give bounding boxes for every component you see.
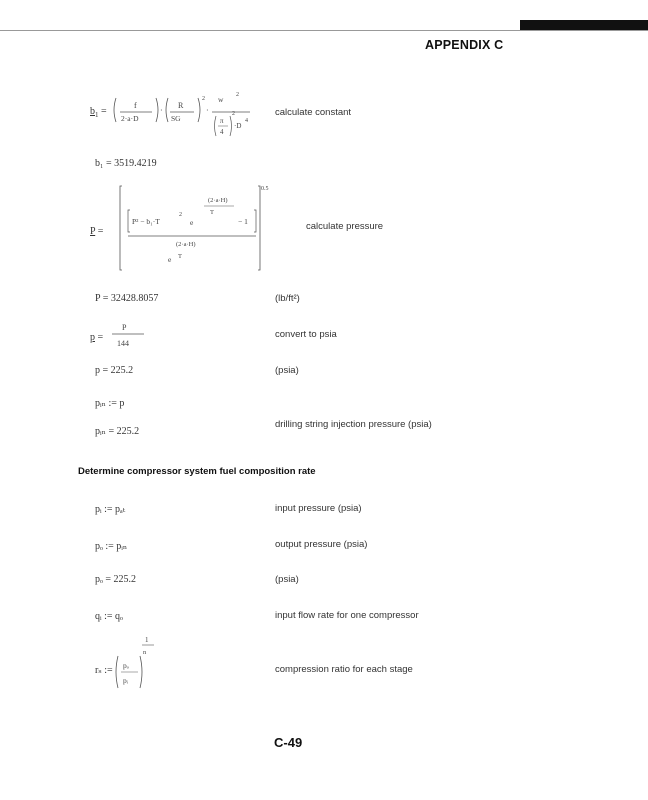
svg-text:(2·a·H): (2·a·H) xyxy=(208,197,228,204)
svg-text:e: e xyxy=(190,218,194,227)
svg-text:·: · xyxy=(160,106,163,115)
svg-text:T: T xyxy=(178,253,182,260)
svg-text:2: 2 xyxy=(236,92,239,98)
p-fraction xyxy=(108,318,158,352)
p-result: p = 225.2 xyxy=(95,365,134,376)
svg-text:pₒ: pₒ xyxy=(123,661,129,670)
pi-assignment: pᵢ := pₐₜ xyxy=(95,504,126,515)
note-unit-lbft2: (lb/ft²) xyxy=(275,293,300,304)
svg-text:4: 4 xyxy=(245,118,248,124)
rs-equation-body xyxy=(112,632,172,692)
po-assignment: pₒ := pᵢₙ xyxy=(95,541,128,552)
page-header-title: APPENDIX C xyxy=(425,38,504,52)
note-input-flow: input flow rate for one compressor xyxy=(275,610,419,621)
svg-text:4: 4 xyxy=(220,128,224,136)
svg-text:SG: SG xyxy=(171,114,181,123)
svg-text:w: w xyxy=(218,95,224,104)
b1-result: b₁ = 3519.4219 xyxy=(95,158,157,169)
svg-text:2: 2 xyxy=(202,96,205,102)
pin-result: pᵢₙ = 225.2 xyxy=(95,426,140,437)
svg-text:P: P xyxy=(122,323,127,332)
svg-text:1: 1 xyxy=(145,636,149,644)
note-calculate-pressure: calculate pressure xyxy=(306,221,384,232)
rs-lhs: rₛ := xyxy=(95,665,113,676)
note-calculate-constant: calculate constant xyxy=(275,107,352,118)
P-equation-lhs: P = xyxy=(90,226,104,237)
svg-text:f: f xyxy=(134,101,137,110)
svg-text:2: 2 xyxy=(232,111,235,117)
svg-text:− 1: − 1 xyxy=(238,217,248,226)
svg-text:T: T xyxy=(210,209,214,216)
page-number: C-49 xyxy=(274,735,303,750)
svg-text:0.5: 0.5 xyxy=(261,186,269,192)
pin-assignment: pᵢₙ := p xyxy=(95,398,125,409)
note-unit-psia-2: (psia) xyxy=(275,574,299,585)
note-compression-ratio: compression ratio for each stage xyxy=(275,664,413,675)
svg-text:e: e xyxy=(168,255,172,264)
qi-assignment: qᵢ := qₒ xyxy=(95,611,123,622)
svg-text:·D: ·D xyxy=(234,122,242,130)
header-rule xyxy=(0,30,648,31)
b1-equation-body xyxy=(112,88,252,148)
svg-text:π: π xyxy=(220,117,224,125)
svg-text:pᵢ: pᵢ xyxy=(123,676,128,685)
note-convert-psia: convert to psia xyxy=(275,329,337,340)
note-input-pressure: input pressure (psia) xyxy=(275,503,362,514)
note-unit-psia: (psia) xyxy=(275,365,299,376)
svg-text:144: 144 xyxy=(117,339,129,348)
note-output-pressure: output pressure (psia) xyxy=(275,539,368,550)
po-result: pₒ = 225.2 xyxy=(95,574,137,585)
section-heading: Determine compressor system fuel composition rate xyxy=(78,466,316,477)
note-drilling-string: drilling string injection pressure (psia) xyxy=(275,419,432,430)
P-result: P = 32428.8057 xyxy=(95,293,159,304)
svg-text:n: n xyxy=(143,649,147,656)
header-bar xyxy=(520,20,648,30)
svg-text:R: R xyxy=(178,101,184,110)
svg-text:2: 2 xyxy=(179,212,182,218)
svg-text:2·a·D: 2·a·D xyxy=(121,114,139,123)
b1-equation-lhs: $b_1$ = xyxy=(90,106,107,119)
svg-text:P² − b₁·T: P² − b₁·T xyxy=(132,217,160,226)
svg-text:(2·a·H): (2·a·H) xyxy=(176,241,196,248)
p-equation: p = xyxy=(90,332,104,343)
svg-text:·: · xyxy=(206,106,209,115)
P-equation-body xyxy=(110,182,270,274)
